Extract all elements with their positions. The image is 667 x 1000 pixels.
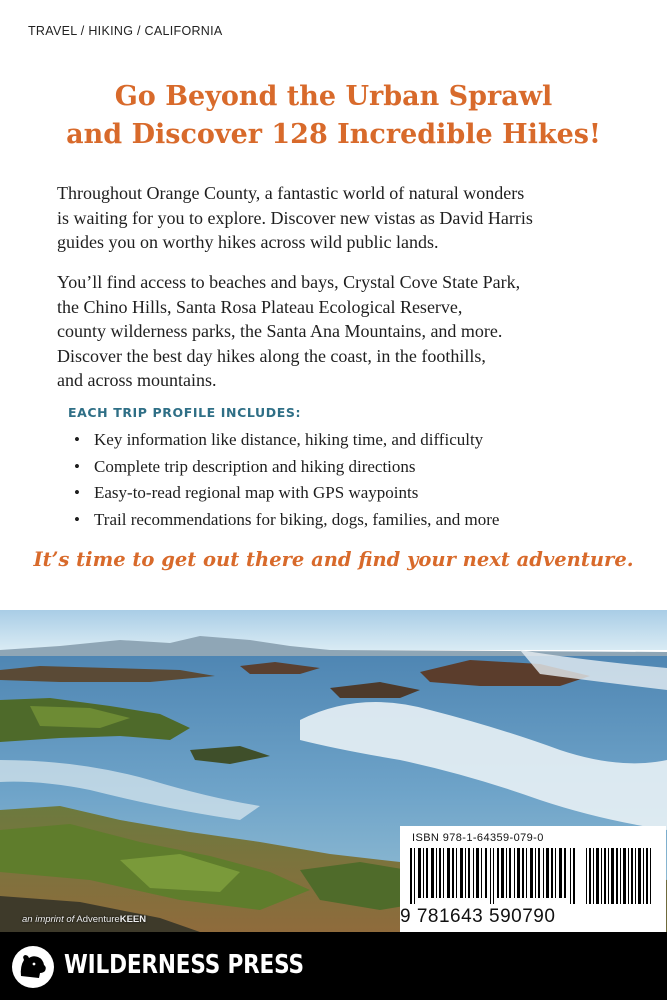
- headline-line-1: Go Beyond the Urban Sprawl: [114, 81, 553, 112]
- imprint-line: [22, 914, 146, 925]
- list-item: [74, 507, 499, 534]
- publisher-logo-icon: [12, 946, 54, 988]
- trip-profile-list: [74, 427, 499, 533]
- publisher-name: WILDERNESS PRESS: [64, 950, 304, 980]
- intro-line: the Chino Hills, Santa Rosa Plateau Ecological Reserve,: [57, 296, 463, 317]
- list-item-text: Key information like distance, hiking time, and difficulty: [94, 430, 484, 449]
- trip-profile-heading: EACH TRIP PROFILE INCLUDES:: [68, 405, 302, 420]
- imprint-brand-bold: KEEN: [119, 914, 147, 925]
- intro-line: Throughout Orange County, a fantastic world of natural wonders: [57, 183, 525, 203]
- imprint-prefix: an imprint of: [22, 914, 75, 925]
- list-item: [74, 454, 499, 481]
- intro-paragraph-2: [57, 270, 617, 393]
- list-item-text: Easy-to-read regional map with GPS waypoints: [94, 483, 419, 502]
- headline-line-2: and Discover 128 Incredible Hikes!: [66, 119, 601, 150]
- bear-head-icon: [12, 946, 54, 988]
- ean-barcode: [408, 848, 580, 904]
- list-item: [74, 427, 499, 454]
- tagline: It’s time to get out there and find your next adventure.: [33, 548, 634, 571]
- intro-line: You’ll find access to beaches and bays, Crystal Cove State Park,: [57, 272, 521, 292]
- intro-paragraph-1: [57, 181, 617, 255]
- list-item-text: Trail recommendations for biking, dogs, families, and more: [94, 509, 500, 529]
- price-addon-barcode: [584, 848, 656, 904]
- imprint-brand: Adventure: [76, 914, 120, 925]
- intro-line: county wilderness parks, the Santa Ana Mountains, and more.: [57, 321, 503, 341]
- bullet-icon: •: [74, 509, 80, 529]
- barcode-digits: 9 781643 590790: [400, 906, 556, 927]
- bullet-icon: •: [74, 483, 80, 502]
- intro-line: guides you on worthy hikes across wild public lands.: [57, 232, 439, 252]
- bullet-icon: •: [74, 456, 80, 476]
- category-label: TRAVEL / HIKING / CALIFORNIA: [28, 24, 223, 38]
- intro-line: is waiting for you to explore. Discover new vistas as David Harris: [57, 207, 533, 228]
- intro-line: Discover the best day hikes along the coast, in the foothills,: [57, 345, 486, 366]
- barcode-panel: [400, 826, 666, 932]
- bullet-icon: •: [74, 430, 80, 449]
- list-item-text: Complete trip description and hiking directions: [94, 456, 416, 476]
- isbn-text: ISBN 978-1-64359-079-0: [412, 832, 544, 844]
- intro-line: and across mountains.: [57, 370, 217, 390]
- list-item: [74, 480, 499, 507]
